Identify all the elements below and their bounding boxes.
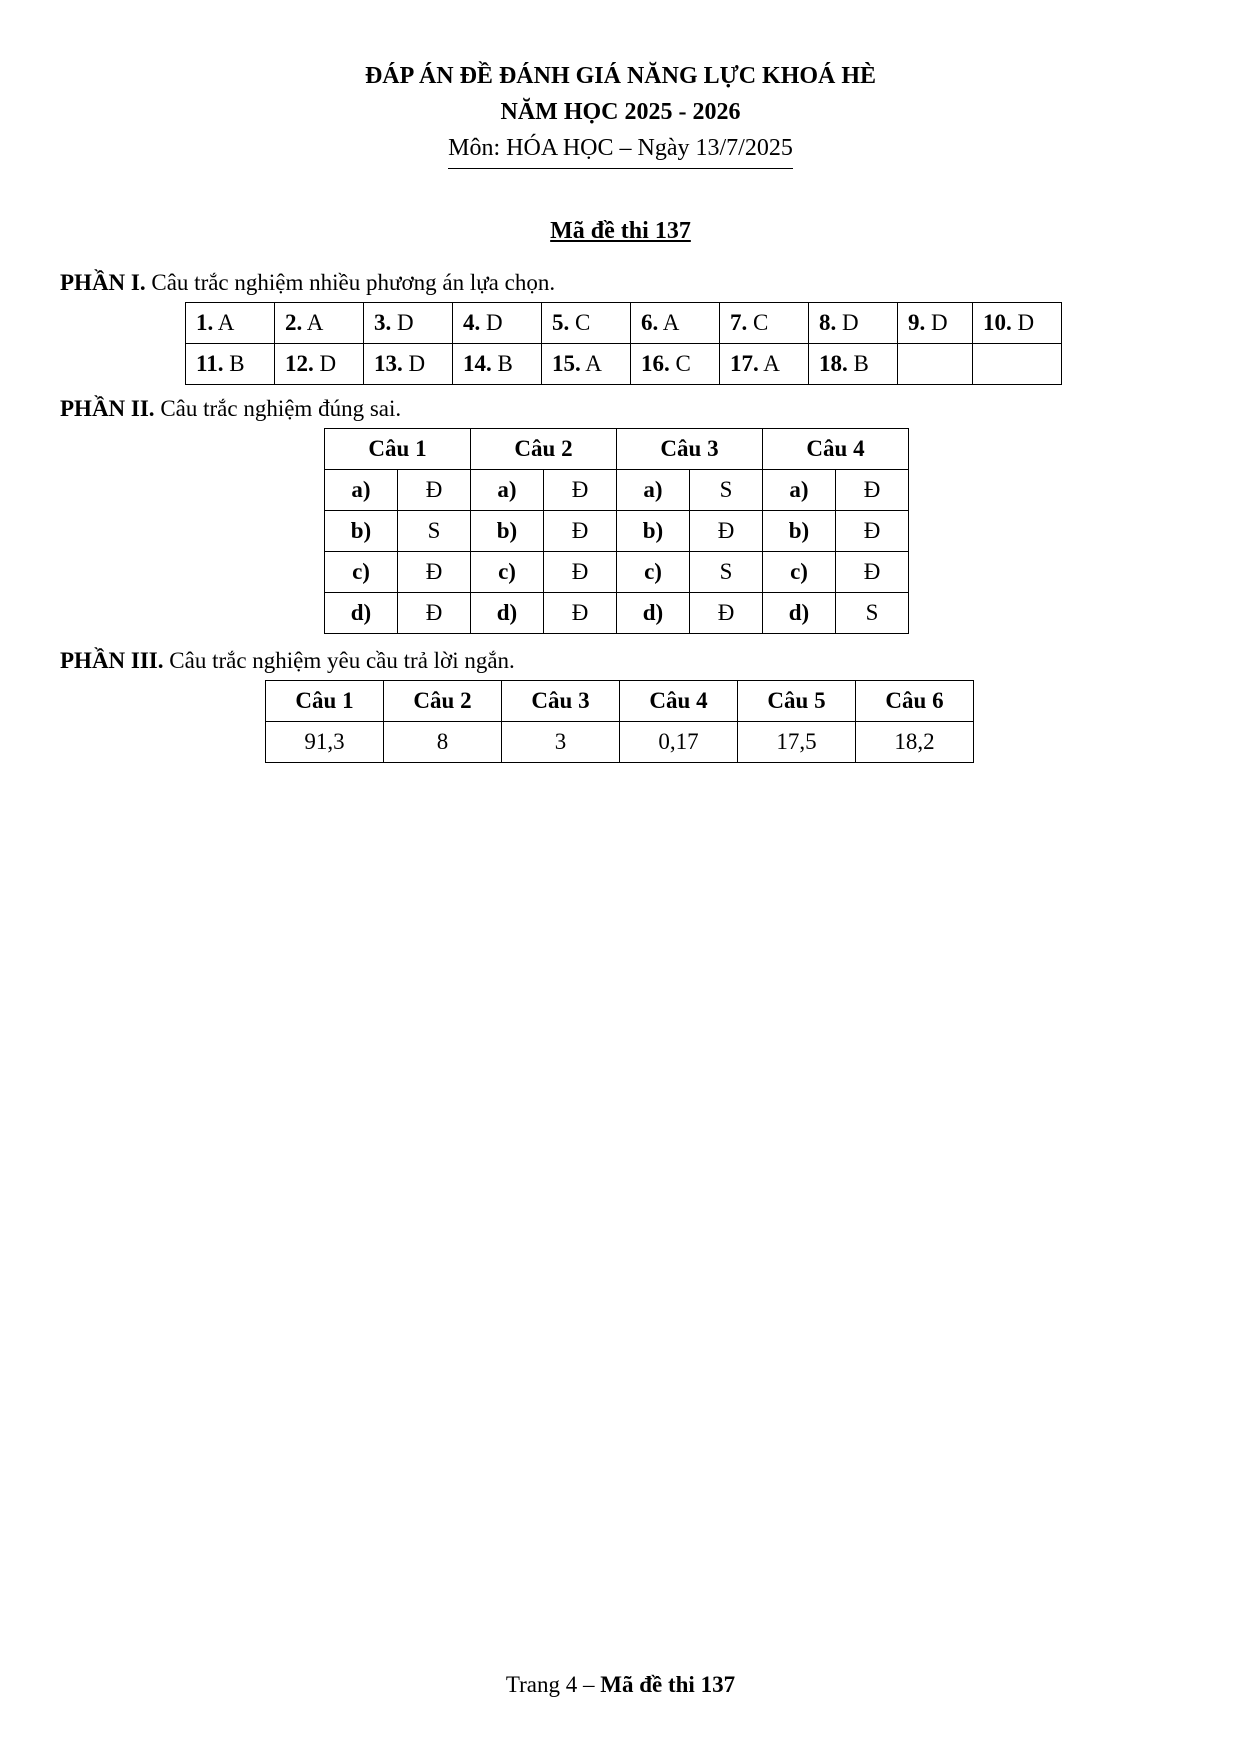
table-row (325, 511, 909, 552)
document-header (0, 58, 1241, 169)
part3-table (265, 680, 974, 763)
table-row (266, 681, 974, 722)
question-header: Câu 2 (471, 429, 617, 470)
item-label: d) (325, 593, 398, 634)
item-label: c) (763, 552, 836, 593)
answer-cell: 4. D (453, 303, 542, 344)
answer-value: 3 (502, 722, 620, 763)
part2-label: PHẦN II. (60, 396, 155, 421)
question-header: Câu 4 (763, 429, 909, 470)
question-header: Câu 4 (620, 681, 738, 722)
answer-cell: 10. D (973, 303, 1062, 344)
item-value: Đ (836, 552, 909, 593)
part2-description: Câu trắc nghiệm đúng sai. (160, 396, 402, 421)
footer-page-number: Trang 4 – (505, 1672, 595, 1697)
item-value: S (398, 511, 471, 552)
part1-description: Câu trắc nghiệm nhiều phương án lựa chọn. (151, 270, 556, 295)
item-label: d) (617, 593, 690, 634)
question-header: Câu 3 (502, 681, 620, 722)
answer-cell: 2. A (275, 303, 364, 344)
item-label: d) (763, 593, 836, 634)
page-footer (0, 1672, 1241, 1698)
item-value: Đ (544, 470, 617, 511)
item-value: S (690, 470, 763, 511)
answer-cell: 1. A (186, 303, 275, 344)
table-row (325, 470, 909, 511)
answer-cell: 14. B (453, 344, 542, 385)
answer-cell: 12. D (275, 344, 364, 385)
item-value: S (836, 593, 909, 634)
answer-cell: 18. B (809, 344, 898, 385)
answer-value: 8 (384, 722, 502, 763)
item-label: a) (325, 470, 398, 511)
answer-value: 91,3 (266, 722, 384, 763)
question-header: Câu 2 (384, 681, 502, 722)
item-label: c) (471, 552, 544, 593)
table-row (186, 344, 1062, 385)
part1-table (185, 302, 1062, 385)
item-value: Đ (398, 593, 471, 634)
question-header: Câu 1 (325, 429, 471, 470)
table-row (186, 303, 1062, 344)
answer-cell: 5. C (542, 303, 631, 344)
item-value: Đ (690, 511, 763, 552)
part2-heading (60, 396, 401, 422)
footer-exam-code: Mã đề thi 137 (600, 1672, 736, 1697)
question-header: Câu 6 (856, 681, 974, 722)
answer-cell: 6. A (631, 303, 720, 344)
empty-cell (898, 344, 973, 385)
question-header: Câu 3 (617, 429, 763, 470)
item-label: b) (471, 511, 544, 552)
answer-value: 18,2 (856, 722, 974, 763)
answer-cell: 16. C (631, 344, 720, 385)
answer-cell: 9. D (898, 303, 973, 344)
item-label: d) (471, 593, 544, 634)
part3-description: Câu trắc nghiệm yêu cầu trả lời ngắn. (169, 648, 515, 673)
item-label: a) (471, 470, 544, 511)
item-value: Đ (836, 470, 909, 511)
table-row (266, 722, 974, 763)
answer-cell: 13. D (364, 344, 453, 385)
table-row (325, 593, 909, 634)
item-label: c) (617, 552, 690, 593)
empty-cell (973, 344, 1062, 385)
part1-label: PHẦN I. (60, 270, 146, 295)
question-header: Câu 1 (266, 681, 384, 722)
item-value: Đ (398, 470, 471, 511)
item-value: Đ (544, 511, 617, 552)
exam-code-title: Mã đề thi 137 (550, 218, 691, 244)
answer-cell: 3. D (364, 303, 453, 344)
part3-heading (60, 648, 515, 674)
item-value: Đ (690, 593, 763, 634)
answer-cell: 11. B (186, 344, 275, 385)
item-value: S (690, 552, 763, 593)
answer-cell: 17. A (720, 344, 809, 385)
item-label: b) (617, 511, 690, 552)
item-label: b) (325, 511, 398, 552)
table-row (325, 429, 909, 470)
answer-cell: 8. D (809, 303, 898, 344)
part3-label: PHẦN III. (60, 648, 164, 673)
item-value: Đ (398, 552, 471, 593)
answer-cell: 15. A (542, 344, 631, 385)
part2-table (324, 428, 909, 634)
item-label: b) (763, 511, 836, 552)
part1-heading (60, 270, 555, 296)
header-school-year: NĂM HỌC 2025 - 2026 (500, 99, 741, 125)
table-row (325, 552, 909, 593)
item-value: Đ (544, 593, 617, 634)
item-label: a) (617, 470, 690, 511)
answer-cell: 7. C (720, 303, 809, 344)
header-subject: Môn: HÓA HỌC – Ngày 13/7/2025 (448, 130, 793, 169)
answer-value: 0,17 (620, 722, 738, 763)
item-label: a) (763, 470, 836, 511)
item-value: Đ (544, 552, 617, 593)
question-header: Câu 5 (738, 681, 856, 722)
item-value: Đ (836, 511, 909, 552)
answer-value: 17,5 (738, 722, 856, 763)
item-label: c) (325, 552, 398, 593)
header-title: ĐÁP ÁN ĐỀ ĐÁNH GIÁ NĂNG LỰC KHOÁ HÈ (364, 63, 877, 89)
